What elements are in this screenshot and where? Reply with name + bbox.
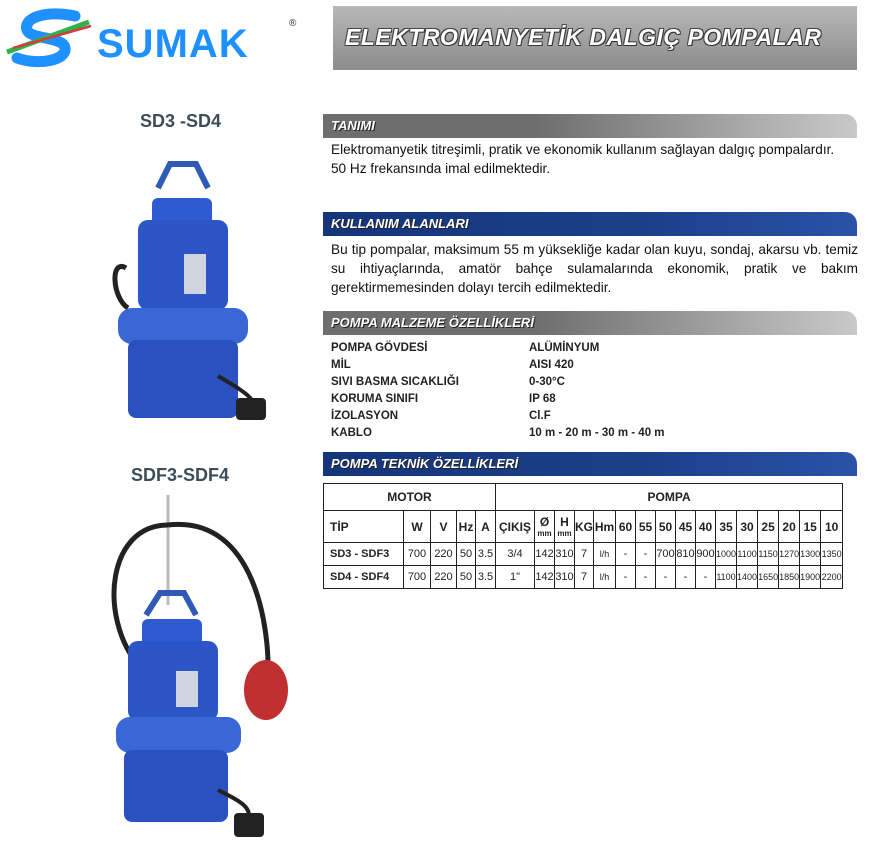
material-key: MİL [331,359,351,371]
section-kullanim [323,212,857,236]
cell-hm: l/h [594,543,616,566]
col-diameter-unit: mm [537,529,552,538]
material-value: 0-30°C [529,376,565,388]
col-height-symbol: H [560,515,569,529]
s-swoosh-logo-icon [5,8,95,70]
tanimi-line-1: Elektromanyetik titreşimli, pratik ve ekonomik kullanım sağlayan dalgıç pompalardır. [331,142,835,157]
section-malzeme [323,311,857,335]
col-kg: KG [575,511,594,543]
table-column-header [324,511,843,543]
material-value: AISI 420 [529,359,574,371]
cell-hz: 50 [457,543,476,566]
motor-group-header: MOTOR [324,484,496,511]
material-list [331,340,665,442]
col-cikis: ÇIKIŞ [496,511,535,543]
section-heading: POMPA TEKNİK ÖZELLİKLERİ [331,456,519,471]
kullanim-paragraph: Bu tip pompalar, maksimum 55 m yüksekliğe kadar olan kuyu, sondaj, akarsu vb. temiz su ihtiyaçlarında, amatör bahçe sulamalarında ekonomik, pratik ve bakım gerektirmemesinden dolayı tercih edilmektedir. [331,242,858,295]
cell-w: 700 [404,543,431,566]
col-head-50: 50 [656,511,676,543]
col-head-30: 30 [737,511,758,543]
page-header [333,6,857,70]
cell-flow: 1400 [737,566,758,589]
cell-flow: 810 [676,543,696,566]
product-title-sd: SD3 -SD4 [140,111,222,131]
table-row [324,543,843,566]
cell-v: 220 [431,566,457,589]
cell-w: 700 [404,566,431,589]
cell-flow: - [616,566,636,589]
cell-flow: - [696,566,716,589]
material-key: SIVI BASMA SICAKLIĞI [331,376,459,388]
material-row [331,374,665,391]
col-head-25: 25 [758,511,779,543]
cell-flow: 1900 [800,566,821,589]
material-key: POMPA GÖVDESİ [331,342,428,354]
cell-kg: 7 [575,566,594,589]
cell-a: 3.5 [476,566,496,589]
col-head-15: 15 [800,511,821,543]
cell-hm: l/h [594,566,616,589]
cell-flow: 1150 [758,543,779,566]
material-row [331,408,665,425]
material-value: Cl.F [529,410,551,422]
cell-flow: - [676,566,696,589]
kullanim-text [331,240,858,297]
tanimi-text [331,140,858,178]
col-v: V [431,511,457,543]
material-value: 10 m - 20 m - 30 m - 40 m [529,427,665,439]
col-height [555,511,575,543]
tanimi-line-2: 50 Hz frekansında imal edilmektedir. [331,161,551,176]
cell-o: 142 [535,543,555,566]
col-head-40: 40 [696,511,716,543]
cell-h: 310 [555,543,575,566]
col-w: W [404,511,431,543]
cell-hz: 50 [457,566,476,589]
cell-flow: 1100 [737,543,758,566]
material-key: İZOLASYON [331,410,399,422]
cell-flow: 1650 [758,566,779,589]
table-group-header [324,484,843,511]
section-tanimi [323,114,857,138]
material-value: IP 68 [529,393,556,405]
cell-v: 220 [431,543,457,566]
cell-flow: 900 [696,543,716,566]
cell-kg: 7 [575,543,594,566]
col-head-55: 55 [636,511,656,543]
brand-name: SUMAK [97,22,249,66]
col-diameter-symbol: Ø [539,515,550,529]
material-row [331,357,665,374]
col-tip: TİP [324,511,404,543]
cell-flow: - [636,566,656,589]
cell-flow: 1270 [779,543,800,566]
col-diameter [535,511,555,543]
col-hm: Hm [594,511,616,543]
col-a: A [476,511,496,543]
cell-h: 310 [555,566,575,589]
cell-flow: 1850 [779,566,800,589]
section-heading: POMPA MALZEME ÖZELLİKLERİ [331,315,534,330]
material-key: KORUMA SINIFI [331,393,419,405]
pump-image-sdf [98,495,288,850]
cell-tip: SD4 - SDF4 [324,566,404,589]
cell-a: 3.5 [476,543,496,566]
section-teknik [323,452,857,476]
col-head-35: 35 [716,511,737,543]
table-row [324,566,843,589]
cell-flow: - [636,543,656,566]
material-row [331,391,665,408]
cell-flow: - [656,566,676,589]
cell-o: 142 [535,566,555,589]
section-heading: KULLANIM ALANLARI [331,216,469,231]
section-heading: TANIMI [331,118,375,133]
page-title: ELEKTROMANYETİK DALGIÇ POMPALAR [345,24,822,50]
col-hz: Hz [457,511,476,543]
registered-mark: ® [289,18,297,29]
product-title-sdf: SDF3-SDF4 [131,465,230,485]
pompa-group-header: POMPA [496,484,843,511]
cell-flow: - [616,543,636,566]
tech-spec-table [323,483,843,589]
cell-flow: 1300 [800,543,821,566]
sumak-logo [5,8,305,70]
cell-tip: SD3 - SDF3 [324,543,404,566]
material-value: ALÜMİNYUM [529,342,600,354]
material-row [331,425,665,442]
cell-flow: 1350 [821,543,843,566]
material-key: KABLO [331,427,372,439]
col-head-60: 60 [616,511,636,543]
cell-cikis: 1" [496,566,535,589]
cell-flow: 2200 [821,566,843,589]
cell-cikis: 3/4 [496,543,535,566]
cell-flow: 700 [656,543,676,566]
material-row [331,340,665,357]
pump-image-sd [108,158,278,433]
col-head-10: 10 [821,511,843,543]
cell-flow: 1000 [716,543,737,566]
col-height-unit: mm [557,529,572,538]
cell-flow: 1100 [716,566,737,589]
col-head-20: 20 [779,511,800,543]
col-head-45: 45 [676,511,696,543]
